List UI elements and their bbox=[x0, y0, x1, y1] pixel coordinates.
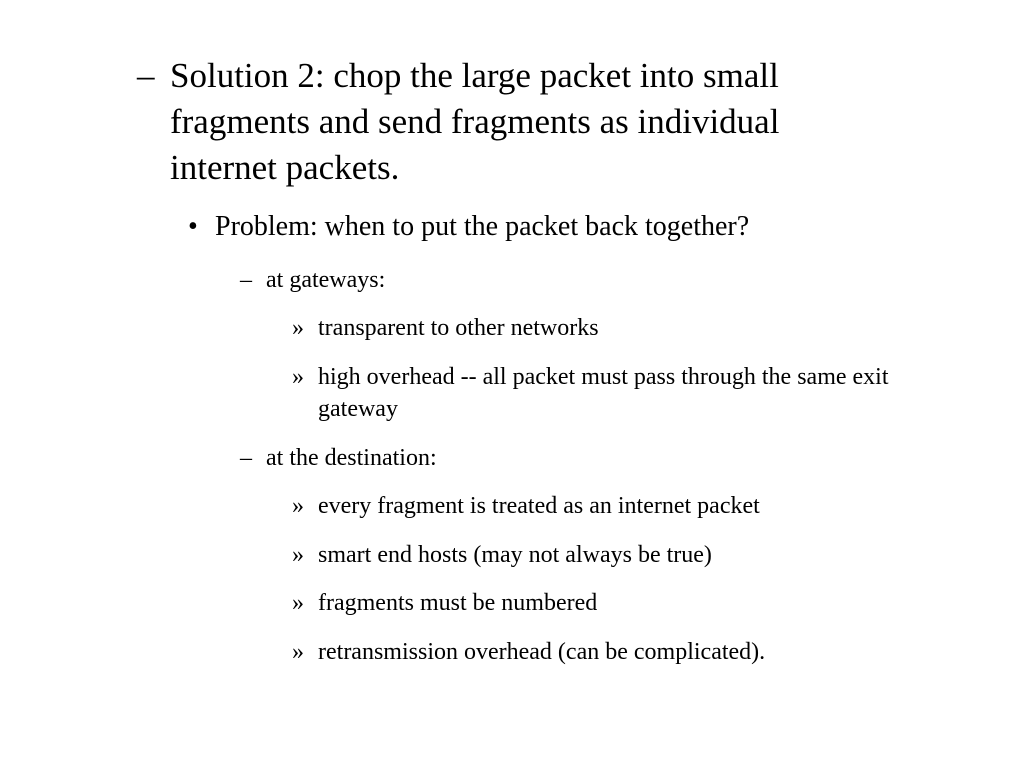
bullet-text: high overhead -- all packet must pass through the same exit gateway bbox=[318, 364, 889, 422]
dash-marker: – bbox=[240, 445, 252, 471]
chevron-marker: » bbox=[292, 639, 304, 665]
chevron-marker: » bbox=[292, 542, 304, 568]
bullet-text: Solution 2: chop the large packet into small fragments and send fragments as individual internet packets. bbox=[170, 56, 780, 187]
bullet-text: every fragment is treated as an internet packet bbox=[318, 493, 760, 519]
chevron-marker: » bbox=[292, 364, 304, 390]
bullet-at-gateways bbox=[240, 264, 866, 296]
bullet-text: fragments must be numbered bbox=[318, 590, 598, 616]
bullet-transparent bbox=[292, 312, 898, 344]
bullet-text: at the destination: bbox=[266, 445, 437, 471]
chevron-marker: » bbox=[292, 493, 304, 519]
bullet-fragments-numbered bbox=[292, 587, 898, 619]
chevron-marker: » bbox=[292, 590, 304, 616]
bullet-smart-end-hosts bbox=[292, 539, 898, 571]
bullet-every-fragment bbox=[292, 490, 898, 522]
dash-marker: – bbox=[137, 56, 155, 95]
bullet-problem bbox=[188, 207, 915, 247]
bullet-text: at gateways: bbox=[266, 267, 386, 293]
bullet-retransmission bbox=[292, 636, 898, 668]
bullet-text: transparent to other networks bbox=[318, 315, 599, 341]
dash-marker: – bbox=[240, 267, 252, 293]
bullet-text: retransmission overhead (can be complicated). bbox=[318, 639, 766, 665]
dot-marker: • bbox=[188, 211, 198, 242]
bullet-at-destination bbox=[240, 442, 866, 474]
bullet-text: smart end hosts (may not always be true) bbox=[318, 542, 712, 568]
bullet-text: Problem: when to put the packet back together? bbox=[215, 211, 750, 242]
bullet-solution-2 bbox=[137, 53, 890, 191]
chevron-marker: » bbox=[292, 315, 304, 341]
bullet-high-overhead bbox=[292, 361, 898, 425]
